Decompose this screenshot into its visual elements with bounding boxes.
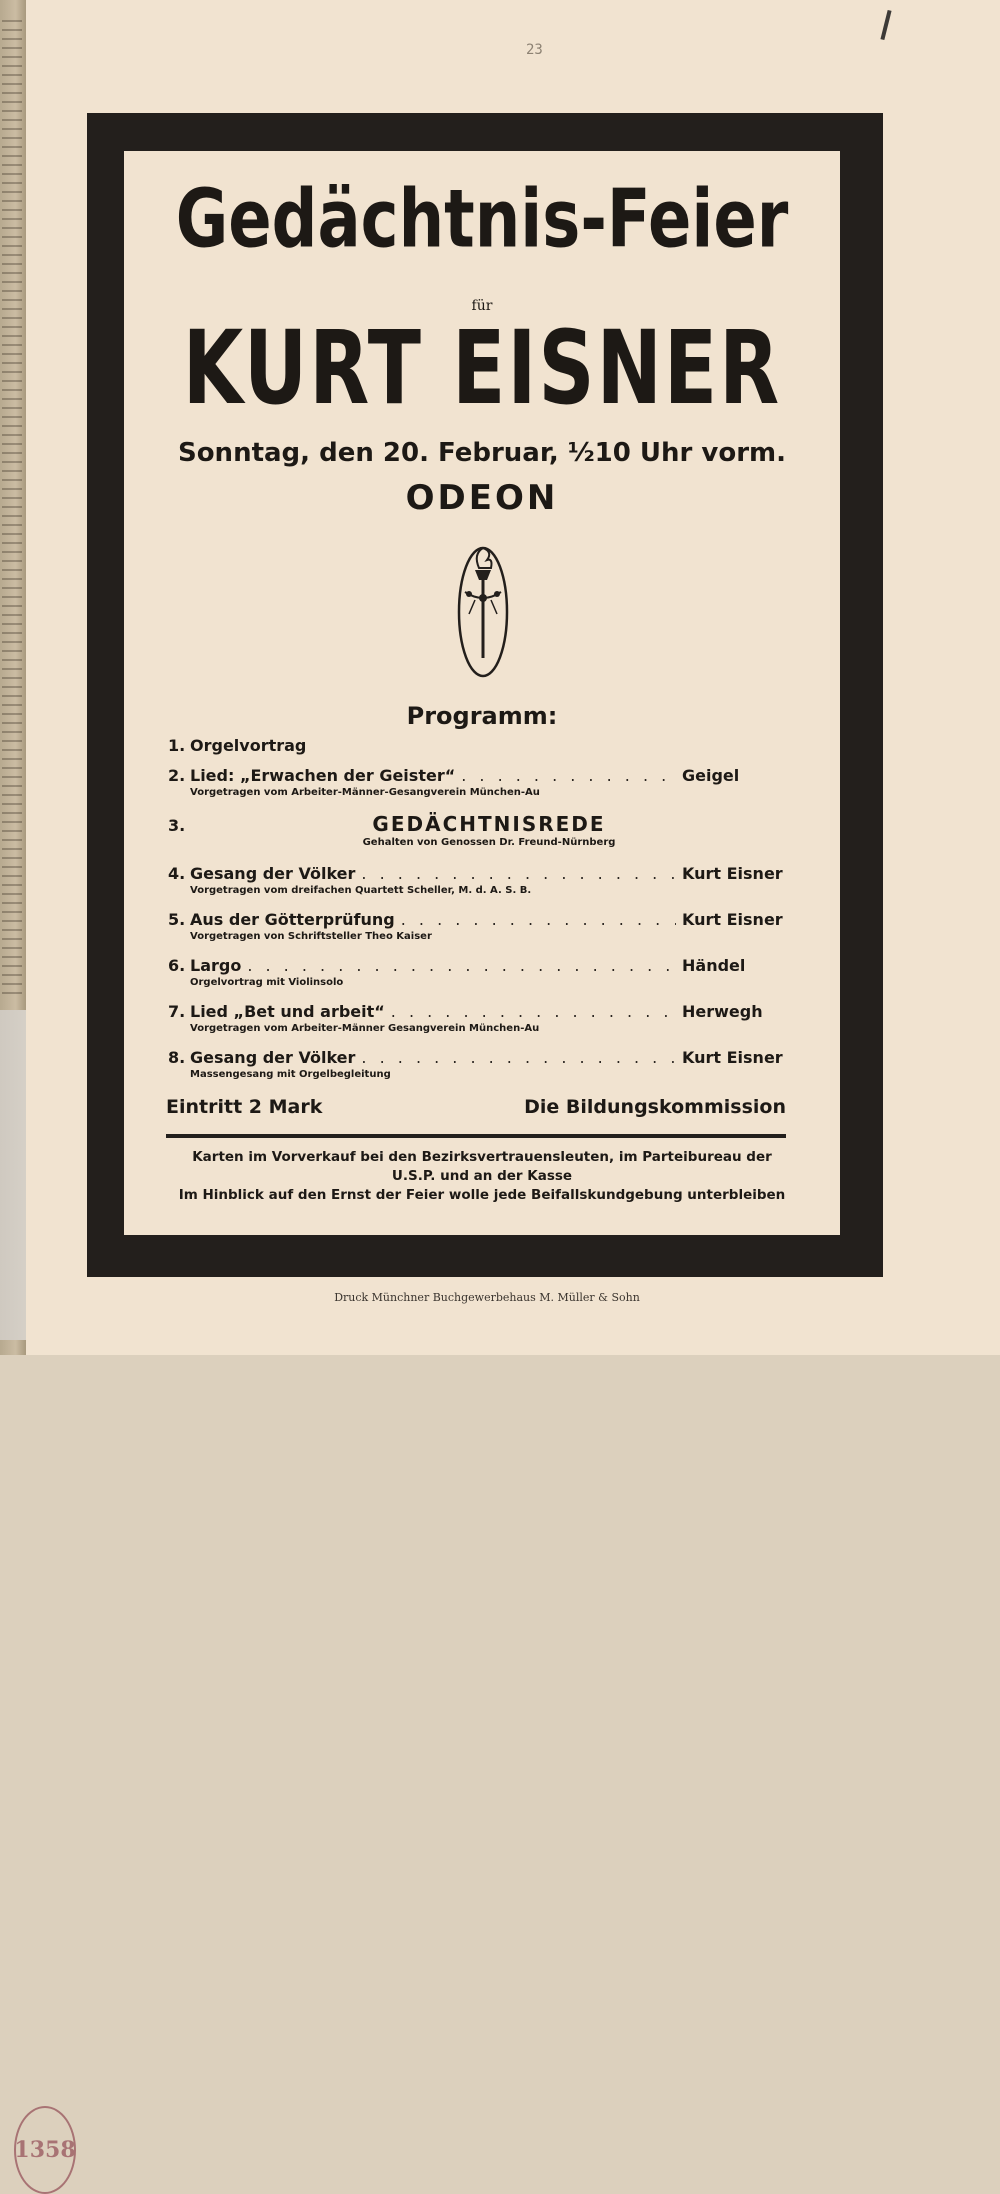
item-performer: Vorgetragen vom Arbeiter-Männer-Gesangverein München-Au (190, 787, 540, 798)
item-performer: Orgelvortrag mit Violinsolo (190, 977, 344, 988)
venue: ODEON (405, 478, 559, 518)
library-stamp (14, 2106, 76, 2194)
program-item (168, 814, 788, 850)
notice-line: U.S.P. und an der Kasse (391, 1168, 573, 1184)
stamp-number: 1358 (14, 2137, 76, 2163)
ticket-notice (151, 1148, 813, 1205)
pencil-mark (880, 10, 891, 40)
item-title: Lied „Bet und arbeit“ (190, 1002, 385, 1021)
admission-row (166, 1096, 786, 1118)
program-item (168, 736, 788, 756)
item-performer: Massengesang mit Orgelbegleitung (190, 1069, 391, 1080)
item-number: 8. (168, 1048, 186, 1067)
leader-dots (391, 1002, 676, 1022)
item-title: Largo (190, 956, 242, 975)
programm-heading: Programm: (406, 702, 558, 730)
admission-price: Eintritt 2 Mark (166, 1096, 323, 1118)
item-composer: Kurt Eisner (682, 1048, 783, 1067)
item-performer: Gehalten von Genossen Dr. Freund-Nürnberg (362, 837, 616, 848)
item-title: Aus der Götterprüfung (190, 910, 395, 929)
item-composer: Händel (682, 956, 746, 975)
program-list (168, 736, 788, 1092)
item-number: 4. (168, 864, 186, 883)
notice-line: Im Hinblick auf den Ernst der Feier wolle jede Beifallskundgebung unterbleiben (178, 1187, 786, 1203)
item-performer: Vorgetragen vom Arbeiter-Männer Gesangverein München-Au (190, 1023, 540, 1034)
divider (166, 1134, 786, 1138)
previous-page-text-edge (2, 20, 22, 1000)
item-composer: Geigel (682, 766, 740, 785)
fuer-label: für (471, 298, 493, 314)
item-composer: Kurt Eisner (682, 910, 783, 929)
leader-dots (361, 864, 676, 884)
item-title: Lied: „Erwachen der Geister“ (190, 766, 456, 785)
program-item (168, 766, 788, 800)
item-composer: Kurt Eisner (682, 864, 783, 883)
poster-title: Gedächtnis-Feier (175, 173, 789, 267)
program-item (168, 1002, 788, 1036)
program-item (168, 864, 788, 898)
item-title: Orgelvortrag (190, 736, 307, 755)
date-line: Sonntag, den 20. Februar, ½10 Uhr vorm. (177, 438, 787, 468)
program-item (168, 956, 788, 990)
item-performer: Vorgetragen von Schriftsteller Theo Kaiser (190, 931, 432, 942)
item-number: 3. (168, 816, 186, 835)
leader-dots (401, 910, 676, 930)
leader-dots (361, 1048, 676, 1068)
page-number: 23 (526, 42, 543, 58)
item-number: 6. (168, 956, 186, 975)
program-item (168, 910, 788, 944)
leader-dots (461, 766, 676, 786)
item-number: 2. (168, 766, 186, 785)
organizer: Die Bildungskommission (524, 1096, 786, 1118)
honoree-name: KURT EISNER (182, 310, 782, 428)
item-number: 1. (168, 736, 186, 755)
item-title: Gesang der Völker (190, 1048, 356, 1067)
item-title: GEDÄCHTNISREDE (372, 812, 606, 836)
printer-imprint: Druck Münchner Buchgewerbehaus M. Müller & Sohn (334, 1291, 640, 1304)
item-number: 5. (168, 910, 186, 929)
item-composer: Herwegh (682, 1002, 763, 1021)
item-title: Gesang der Völker (190, 864, 356, 883)
torch-emblem-icon (455, 540, 511, 680)
item-number: 7. (168, 1002, 186, 1021)
program-item (168, 1048, 788, 1082)
notice-line: Karten im Vorverkauf bei den Bezirksvertrauensleuten, im Parteibureau der (192, 1149, 772, 1165)
poster-content (131, 158, 833, 1228)
item-performer: Vorgetragen vom dreifachen Quartett Scheller, M. d. A. S. B. (190, 885, 532, 896)
leader-dots (247, 956, 676, 976)
